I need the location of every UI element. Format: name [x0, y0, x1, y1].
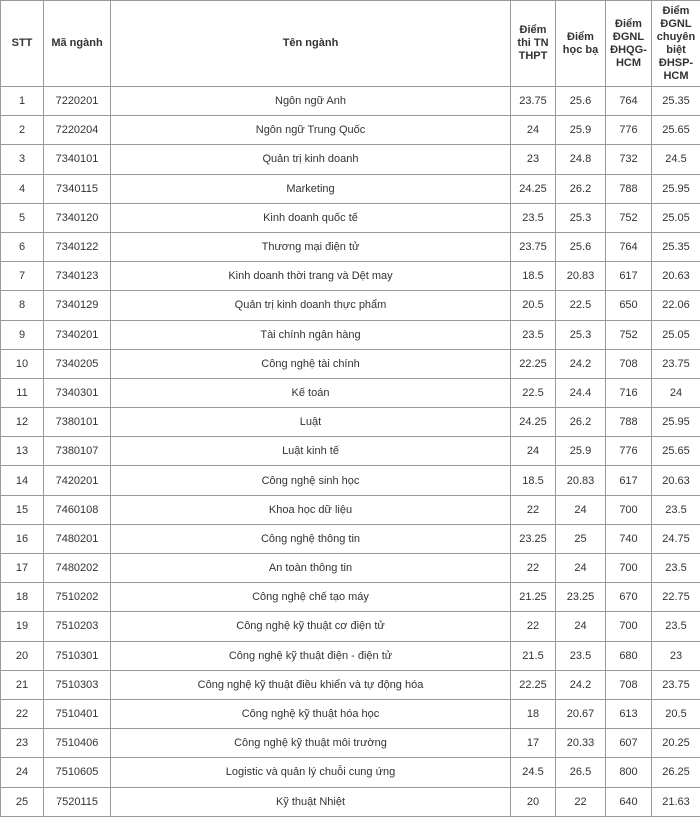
cell-stt: 12: [1, 408, 44, 437]
cell-major-name: Ngôn ngữ Anh: [111, 87, 511, 116]
header-thpt-line: Điểm: [519, 24, 547, 36]
cell-major-code: 7520115: [44, 787, 111, 816]
cell-stt: 15: [1, 495, 44, 524]
cell-major-name: Tài chính ngân hàng: [111, 320, 511, 349]
table-row: [1, 699, 700, 728]
cell-dhsp-score: 22.75: [652, 583, 700, 612]
header-dhqg-line: ĐHQG-: [610, 43, 647, 56]
header-hocba-score: [556, 1, 606, 87]
cell-major-code: 7510406: [44, 729, 111, 758]
cell-major-name: Khoa học dữ liệu: [111, 495, 511, 524]
cell-hocba-score: 20.83: [556, 466, 606, 495]
cell-hocba-score: 24.2: [556, 670, 606, 699]
cell-hocba-score: 23.25: [556, 583, 606, 612]
cell-dhqg-score: 752: [606, 203, 652, 232]
table-row: [1, 583, 700, 612]
table-row: [1, 787, 700, 816]
cell-hocba-score: 25.6: [556, 232, 606, 261]
cell-thpt-score: 18: [511, 699, 556, 728]
cell-dhqg-score: 800: [606, 758, 652, 787]
cell-dhsp-score: 25.35: [652, 87, 700, 116]
cell-dhqg-score: 700: [606, 554, 652, 583]
cell-dhqg-score: 740: [606, 524, 652, 553]
cell-dhsp-score: 20.63: [652, 466, 700, 495]
table-row: [1, 495, 700, 524]
cell-hocba-score: 26.2: [556, 174, 606, 203]
cell-thpt-score: 20.5: [511, 291, 556, 320]
cell-dhsp-score: 25.65: [652, 437, 700, 466]
cell-major-code: 7510303: [44, 670, 111, 699]
header-thpt-score: [511, 1, 556, 87]
cell-dhqg-score: 607: [606, 729, 652, 758]
cell-thpt-score: 24.5: [511, 758, 556, 787]
cell-dhsp-score: 20.5: [652, 699, 700, 728]
cell-dhsp-score: 24.5: [652, 145, 700, 174]
header-thpt-line: thi TN: [517, 37, 549, 49]
cell-dhqg-score: 776: [606, 437, 652, 466]
cell-dhqg-score: 788: [606, 174, 652, 203]
cell-major-code: 7340129: [44, 291, 111, 320]
cell-thpt-score: 23.75: [511, 87, 556, 116]
cell-major-code: 7480201: [44, 524, 111, 553]
cell-stt: 13: [1, 437, 44, 466]
table-row: [1, 203, 700, 232]
cell-major-name: Kinh doanh quốc tế: [111, 203, 511, 232]
cell-stt: 5: [1, 203, 44, 232]
header-stt: STT: [1, 1, 44, 87]
cell-major-name: Công nghệ kỹ thuật điện - điện tử: [111, 641, 511, 670]
table-row: [1, 466, 700, 495]
cell-major-name: Logistic và quản lý chuỗi cung ứng: [111, 758, 511, 787]
cell-hocba-score: 23.5: [556, 641, 606, 670]
cell-stt: 23: [1, 729, 44, 758]
cell-stt: 4: [1, 174, 44, 203]
table-row: [1, 670, 700, 699]
cell-thpt-score: 23.25: [511, 524, 556, 553]
cell-hocba-score: 25.3: [556, 203, 606, 232]
header-hocba-line: Điểm: [567, 30, 594, 43]
cell-stt: 1: [1, 87, 44, 116]
cell-major-code: 7380101: [44, 408, 111, 437]
cell-dhsp-score: 24.75: [652, 524, 700, 553]
table-row: [1, 408, 700, 437]
cell-stt: 22: [1, 699, 44, 728]
cell-major-code: 7510202: [44, 583, 111, 612]
cell-stt: 11: [1, 378, 44, 407]
cell-stt: 3: [1, 145, 44, 174]
cell-dhqg-score: 716: [606, 378, 652, 407]
cell-dhsp-score: 25.05: [652, 320, 700, 349]
header-hocba-line: học bạ: [562, 43, 599, 56]
cell-dhqg-score: 617: [606, 262, 652, 291]
cell-stt: 14: [1, 466, 44, 495]
cell-stt: 24: [1, 758, 44, 787]
cell-hocba-score: 20.83: [556, 262, 606, 291]
cell-dhqg-score: 708: [606, 670, 652, 699]
cell-stt: 17: [1, 554, 44, 583]
cell-major-code: 7510301: [44, 641, 111, 670]
cell-major-name: Công nghệ kỹ thuật cơ điện tử: [111, 612, 511, 641]
cell-major-name: Luật: [111, 408, 511, 437]
table-row: [1, 612, 700, 641]
cell-dhsp-score: 23: [652, 641, 700, 670]
cell-stt: 18: [1, 583, 44, 612]
cell-dhsp-score: 20.63: [652, 262, 700, 291]
cell-dhsp-score: 24: [652, 378, 700, 407]
cell-thpt-score: 22: [511, 554, 556, 583]
cell-major-code: 7510605: [44, 758, 111, 787]
table-header-row: [1, 1, 700, 87]
cell-dhsp-score: 23.5: [652, 612, 700, 641]
cell-dhsp-score: 25.35: [652, 232, 700, 261]
cell-thpt-score: 22: [511, 495, 556, 524]
table-row: [1, 291, 700, 320]
table-row: [1, 262, 700, 291]
cell-thpt-score: 24: [511, 116, 556, 145]
table-row: [1, 116, 700, 145]
header-dhqg-line: Điểm: [615, 17, 642, 30]
table-row: [1, 554, 700, 583]
cell-stt: 25: [1, 787, 44, 816]
cell-stt: 16: [1, 524, 44, 553]
cell-dhqg-score: 752: [606, 320, 652, 349]
cell-dhqg-score: 788: [606, 408, 652, 437]
cell-thpt-score: 22: [511, 612, 556, 641]
header-major-code: Mã ngành: [44, 1, 111, 87]
cell-thpt-score: 24.25: [511, 408, 556, 437]
cell-dhqg-score: 650: [606, 291, 652, 320]
header-dhsp-line: chuyên: [656, 30, 696, 43]
cell-dhqg-score: 776: [606, 116, 652, 145]
cell-major-name: Kinh doanh thời trang và Dệt may: [111, 262, 511, 291]
cell-thpt-score: 22.5: [511, 378, 556, 407]
cell-hocba-score: 25.6: [556, 87, 606, 116]
cell-hocba-score: 24.4: [556, 378, 606, 407]
cell-hocba-score: 25.3: [556, 320, 606, 349]
cell-hocba-score: 24: [556, 495, 606, 524]
cell-dhqg-score: 670: [606, 583, 652, 612]
cell-major-name: Thương mại điện tử: [111, 232, 511, 261]
cell-dhsp-score: 21.63: [652, 787, 700, 816]
cell-major-code: 7220201: [44, 87, 111, 116]
cell-major-name: Công nghệ chế tạo máy: [111, 583, 511, 612]
cell-major-code: 7340101: [44, 145, 111, 174]
cell-major-name: Marketing: [111, 174, 511, 203]
cell-major-name: Luật kinh tế: [111, 437, 511, 466]
table-row: [1, 145, 700, 174]
cell-hocba-score: 22.5: [556, 291, 606, 320]
cell-dhqg-score: 764: [606, 87, 652, 116]
cell-major-name: Công nghệ sinh học: [111, 466, 511, 495]
header-dhsp-line: ĐHSP-: [658, 56, 694, 69]
table-row: [1, 349, 700, 378]
header-major-name: Tên ngành: [111, 1, 511, 87]
cell-hocba-score: 20.67: [556, 699, 606, 728]
cell-major-code: 7340205: [44, 349, 111, 378]
cell-major-code: 7380107: [44, 437, 111, 466]
cell-major-code: 7460108: [44, 495, 111, 524]
cell-major-code: 7340115: [44, 174, 111, 203]
header-dhqg-score: [606, 1, 652, 87]
cell-thpt-score: 24.25: [511, 174, 556, 203]
cell-dhsp-score: 25.95: [652, 408, 700, 437]
cell-stt: 7: [1, 262, 44, 291]
cell-major-code: 7420201: [44, 466, 111, 495]
header-dhsp-score: [652, 1, 700, 87]
cell-major-name: Công nghệ tài chính: [111, 349, 511, 378]
cell-hocba-score: 26.5: [556, 758, 606, 787]
cell-thpt-score: 22.25: [511, 349, 556, 378]
header-thpt-line: THPT: [518, 50, 548, 62]
cell-major-name: Ngôn ngữ Trung Quốc: [111, 116, 511, 145]
cell-hocba-score: 24.2: [556, 349, 606, 378]
header-dhqg-line: ĐGNL: [612, 30, 645, 43]
table-row: [1, 87, 700, 116]
cell-dhqg-score: 732: [606, 145, 652, 174]
cell-thpt-score: 18.5: [511, 466, 556, 495]
cell-dhsp-score: 25.05: [652, 203, 700, 232]
cell-major-name: Kế toán: [111, 378, 511, 407]
cell-thpt-score: 23.75: [511, 232, 556, 261]
cell-stt: 19: [1, 612, 44, 641]
cell-major-name: Công nghệ kỹ thuật hóa học: [111, 699, 511, 728]
cell-major-name: Quản trị kinh doanh: [111, 145, 511, 174]
cell-hocba-score: 25: [556, 524, 606, 553]
cell-stt: 6: [1, 232, 44, 261]
cell-stt: 20: [1, 641, 44, 670]
cell-dhqg-score: 640: [606, 787, 652, 816]
cell-dhsp-score: 23.5: [652, 495, 700, 524]
cell-stt: 9: [1, 320, 44, 349]
cell-dhqg-score: 680: [606, 641, 652, 670]
table-row: [1, 758, 700, 787]
cell-major-code: 7220204: [44, 116, 111, 145]
cell-dhqg-score: 700: [606, 495, 652, 524]
cell-dhqg-score: 764: [606, 232, 652, 261]
cell-dhqg-score: 613: [606, 699, 652, 728]
table-row: [1, 378, 700, 407]
cell-major-name: Kỹ thuật Nhiệt: [111, 787, 511, 816]
cell-major-name: Công nghệ thông tin: [111, 524, 511, 553]
cell-stt: 2: [1, 116, 44, 145]
cell-thpt-score: 23: [511, 145, 556, 174]
cell-stt: 10: [1, 349, 44, 378]
header-dhqg-line: HCM: [615, 56, 642, 69]
table-row: [1, 729, 700, 758]
cell-major-code: 7480202: [44, 554, 111, 583]
cell-hocba-score: 24.8: [556, 145, 606, 174]
cell-dhsp-score: 23.75: [652, 670, 700, 699]
cell-thpt-score: 23.5: [511, 203, 556, 232]
cell-dhqg-score: 700: [606, 612, 652, 641]
cell-hocba-score: 25.9: [556, 116, 606, 145]
cell-stt: 8: [1, 291, 44, 320]
cell-stt: 21: [1, 670, 44, 699]
cell-major-name: An toàn thông tin: [111, 554, 511, 583]
cell-thpt-score: 20: [511, 787, 556, 816]
cell-dhqg-score: 617: [606, 466, 652, 495]
header-dhsp-line: biệt: [666, 43, 686, 56]
cell-major-name: Công nghệ kỹ thuật môi trường: [111, 729, 511, 758]
header-dhsp-line: ĐGNL: [660, 17, 692, 30]
cell-major-code: 7340122: [44, 232, 111, 261]
cell-hocba-score: 20.33: [556, 729, 606, 758]
cell-thpt-score: 23.5: [511, 320, 556, 349]
cell-thpt-score: 24: [511, 437, 556, 466]
cell-major-code: 7340301: [44, 378, 111, 407]
cell-dhsp-score: 22.06: [652, 291, 700, 320]
cell-thpt-score: 18.5: [511, 262, 556, 291]
cell-hocba-score: 25.9: [556, 437, 606, 466]
table-row: [1, 437, 700, 466]
cell-thpt-score: 21.5: [511, 641, 556, 670]
cell-thpt-score: 22.25: [511, 670, 556, 699]
cell-dhsp-score: 23.75: [652, 349, 700, 378]
cell-dhsp-score: 25.65: [652, 116, 700, 145]
table-row: [1, 524, 700, 553]
cell-hocba-score: 26.2: [556, 408, 606, 437]
cell-major-name: Quản trị kinh doanh thực phẩm: [111, 291, 511, 320]
table-row: [1, 320, 700, 349]
cell-hocba-score: 24: [556, 554, 606, 583]
cell-thpt-score: 21.25: [511, 583, 556, 612]
cell-dhsp-score: 26.25: [652, 758, 700, 787]
cell-dhsp-score: 25.95: [652, 174, 700, 203]
cell-major-code: 7340123: [44, 262, 111, 291]
cell-hocba-score: 22: [556, 787, 606, 816]
table-row: [1, 641, 700, 670]
header-dhsp-line: HCM: [663, 69, 689, 82]
cell-dhqg-score: 708: [606, 349, 652, 378]
header-dhsp-line: Điểm: [662, 4, 690, 17]
table-row: [1, 174, 700, 203]
cell-major-name: Công nghệ kỹ thuật điều khiển và tự động hóa: [111, 670, 511, 699]
table-row: [1, 232, 700, 261]
cell-dhsp-score: 20.25: [652, 729, 700, 758]
cell-dhsp-score: 23.5: [652, 554, 700, 583]
cell-major-code: 7510401: [44, 699, 111, 728]
cell-thpt-score: 17: [511, 729, 556, 758]
cell-major-code: 7340120: [44, 203, 111, 232]
cell-major-code: 7510203: [44, 612, 111, 641]
cell-hocba-score: 24: [556, 612, 606, 641]
cell-major-code: 7340201: [44, 320, 111, 349]
